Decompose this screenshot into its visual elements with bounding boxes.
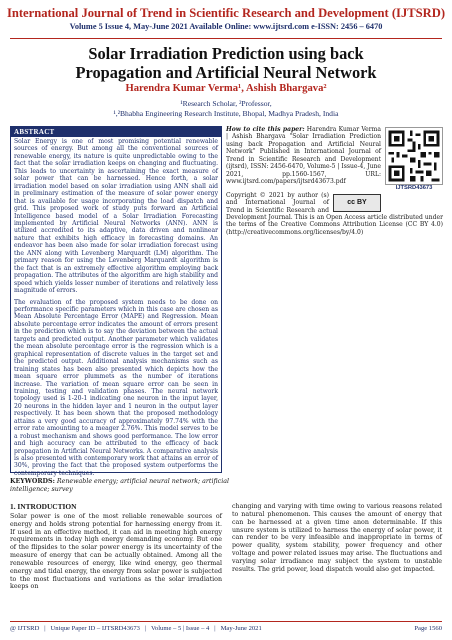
citation-label: How to cite this paper: (226, 126, 305, 133)
keywords (10, 478, 230, 493)
abstract-heading: ABSTRACT (11, 127, 221, 137)
cc-by-license-badge: cc BY (333, 194, 381, 212)
page-number: Page 1560 (414, 625, 442, 632)
footer-info: @ IJTSRD | Unique Paper ID – IJTSRD43673 | Volume – 5 | Issue – 4 | May-June 2021 (10, 625, 262, 632)
paper-title (0, 44, 452, 82)
qr-code-icon (385, 127, 443, 185)
affiliation-roles: ¹Research Scholar, ²Professor, (180, 99, 272, 108)
keywords-label: KEYWORDS: (10, 478, 55, 485)
qr-block (385, 127, 443, 192)
authors: Harendra Kumar Verma¹, Ashish Bhargava² (125, 83, 327, 94)
paper-title-line2: Propagation and Artificial Neural Network (75, 63, 377, 82)
abstract-box (10, 126, 222, 477)
section-heading-introduction: 1. INTRODUCTION (10, 502, 77, 511)
intro-paragraph-left: Solar power is one of the most reliable renewable sources of energy and holds strong potential for harnessing energy from it. If used in an effective method, it can aid in meeting high energy requirements in today high energy demanding economy. But one of the flipsides to the solar power energy is its uncertainty of the measure of energy that can be actually obtained. Among all the renewable resources of energy, like wind energy, geo thermal energy and tidal energy, the energy from solar power is subjected to the most fluctuations and variations as the solar irradiation keeps on (10, 512, 222, 591)
abstract-text (11, 137, 221, 477)
copyright-text: Copyright © 2021 by author (s) and International Journal of Trend in Scientific Research and Development Journal. This is an Open Access article distributed under the terms of the Creative Commons Attribution License (CC BY 4.0) (http://creativecommons.org/licenses/by/4.0) (226, 191, 443, 236)
header-divider (10, 38, 442, 39)
paper-title-line1: Solar Irradiation Prediction using back (88, 44, 364, 63)
citation-body: Harendra Kumar Verma | Ashish Bhargava "Solar Irradiation Prediction using back Propagation and Artificial Neural Network" Published in International Journal of Trend in Scientific Research and Development (ijtsrd), ISSN: 2456-6470, Volume-5 | Issue-4, June 2021, pp.1560-1567, URL: www.ijtsrd.com/papers/ijtsrd43673.pdf (226, 126, 381, 186)
keywords-text: Renewable energy; artificial neural network; artificial intelligence; survey (10, 478, 229, 493)
intro-paragraph-right: changing and varying with time owing to various reasons related to natural phenomenon. This causes the amount of energy that can be harnessed at a given time anon determinable. If this unsure system is utilized to harness the energy of solar power, it can render to be very infeasible and inappropriate in terms of power quality, system stability, power frequency and other voltage and power related issues may arise. The fluctuations and varying solar irradiance may subject the system to unstable results. The grid power, load dispatch would also get impacted. (232, 503, 442, 573)
journal-info: Volume 5 Issue 4, May-June 2021 Available Online: www.ijtsrd.com e-ISSN: 2456 – 6470 (69, 22, 383, 31)
citation-column (226, 126, 443, 236)
journal-title: International Journal of Trend in Scientific Research and Development (IJTSRD) (6, 6, 446, 20)
paper-id-label: IJTSRD43673 (395, 185, 433, 191)
footer-divider (10, 621, 442, 622)
journal-header (0, 6, 452, 32)
affiliation-institution: ¹,²Bhabha Engineering Research Institute, Bhopal, Madhya Pradesh, India (113, 109, 339, 118)
abstract-paragraph-1: Solar Energy is one of most promising potential renewable sources of energy. But among all the conventional sources of renewable energy, its nature is quite unpredictable owing to the fact that the solar irradiation keeps on changing and fluctuating. This leads to uncertainty in ascertaining the exact measure of solar power that can be harnessed. Hence forth, a solar irradiation model based on solar irradiation using ANN shall aid in preliminary estimation of the measure of solar power energy that is available for usage incorporating the load dispatch and grid. This proposed work of study puts forward an Artificial Intelligence based model of a Solar Irradiation Forecasting implemented by Artificial Neural Networks (ANN). ANN is utilized accredited to its adaptive, data driven and nonlinear nature that exhibits high efficacy in forecasting domains. An endeavor has been also made for solar irradiation forecast using the ANN along with Levenberg Marquardt (LM) algorithm. The primary reason for using the Levenberg Marquardt algorithm is the fact that is an extremely effective algorithm employing back propagation. The attributes of the algorithm are high stability and speed which yields lesser number of iterations and relatively less magnitude of errors. (14, 138, 218, 295)
intro-column-left (10, 503, 222, 591)
abstract-paragraph-2: The evaluation of the proposed system needs to be done on performance specific parameters which in this case are chosen as Mean Absolute Percentage Error (MAPE) and Regression. Mean absolute percentage error indicates the amount of errors present in the prediction which is to say the deviation between the actual targets and predicted output. Another parameter which validates the mean absolute percentage error is the regression which is a graphical representation of discrete values in the target set and the predicted output. Additional analysis mechanisms such as training states has been also presented which depicts how the mean square error plummets as the number of iterations increase. The variation of mean square error can be seen in training, testing and validation phases. The neural network topology used is 1-20-1 indicating one neuron in the input layer, 20 neurons in the hidden layer and 1 neuron in the output layer respectively. It has been shown that the proposed methodology attains a very good accuracy of approximately 97.74% with the error rate amounting to a meager 2.76%. This model serves to be a robust mechanism and shows good performance. The low error and high accuracy can be attributed to the efficacy of back propagation in Artificial Neural Networks. A comparative analysis is also presented with contemporary work that attains an error of 30%, proving the fact that the proposed system outperforms the contemporary techniques. (14, 298, 218, 477)
intro-column-right (232, 503, 442, 574)
